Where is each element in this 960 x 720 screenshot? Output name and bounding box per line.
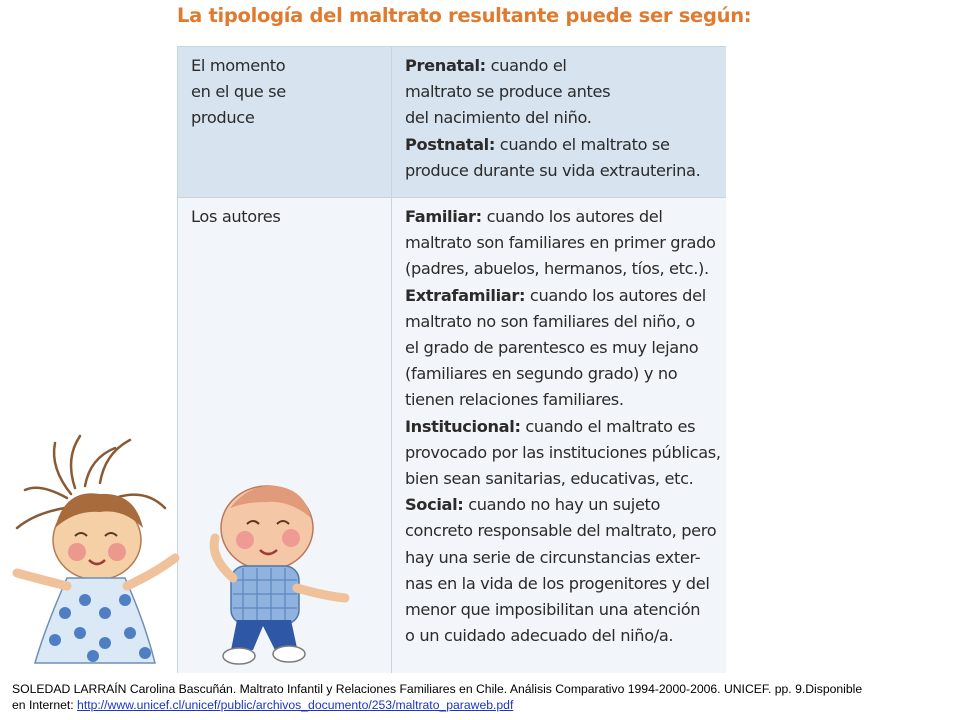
description-line: del nacimiento del niño. bbox=[405, 108, 592, 128]
description-line bbox=[405, 204, 716, 230]
description-line: (familiares en segundo grado) y no bbox=[405, 364, 678, 384]
description-line: maltrato se produce antes bbox=[405, 82, 611, 102]
description-line: o un cuidado adecuado del niño/a. bbox=[405, 626, 674, 646]
description-line: maltrato no son familiares del niño, o bbox=[405, 311, 695, 331]
table-row bbox=[178, 47, 727, 198]
description-line bbox=[405, 492, 716, 518]
citation-text: SOLEDAD LARRAÍN Carolina Bascuñán. Maltrato Infantil y Relaciones Familiares en Chile. Análisis Comparativo 1994-2000-2006. UNICEF. pp. 9.Disponible bbox=[12, 682, 863, 696]
description-line: menor que imposibilitan una atención bbox=[405, 600, 701, 620]
category-term: Extrafamiliar: bbox=[405, 285, 526, 305]
citation-source-line bbox=[12, 697, 948, 713]
description-line: bien sean sanitarias, educativas, etc. bbox=[405, 469, 694, 489]
category-term: Institucional: bbox=[405, 416, 521, 436]
description-line: (padres, abuelos, hermanos, tíos, etc.). bbox=[405, 259, 709, 279]
page-title: La tipología del maltrato resultante puede ser según: bbox=[177, 4, 752, 27]
description-line bbox=[405, 53, 716, 79]
category-definition: cuando los autores del bbox=[525, 285, 706, 305]
citation-prefix: en Internet: bbox=[12, 698, 78, 712]
criterion-line: El momento bbox=[191, 56, 286, 75]
criterion-line: Los autores bbox=[191, 207, 281, 226]
category-definition: cuando el maltrato se bbox=[495, 134, 670, 154]
category-definition: cuando los autores del bbox=[481, 207, 663, 226]
description-line: provocado por las instituciones públicas, bbox=[405, 442, 721, 462]
description-line bbox=[405, 414, 716, 440]
category-term: Familiar: bbox=[405, 207, 482, 226]
criterion-line: en el que se bbox=[191, 82, 286, 102]
description-line: maltrato son familiares en primer grado bbox=[405, 233, 716, 253]
category-term: Prenatal: bbox=[405, 56, 486, 75]
description-line: produce durante su vida extrauterina. bbox=[405, 160, 701, 180]
citation bbox=[12, 681, 948, 713]
description-line: concreto responsable del maltrato, pero bbox=[405, 521, 717, 541]
category-term: Social: bbox=[405, 495, 464, 515]
criterion-line: produce bbox=[191, 108, 255, 128]
criterion-cell bbox=[178, 47, 392, 198]
description-cell bbox=[392, 47, 727, 198]
description-line bbox=[405, 283, 716, 309]
category-definition: cuando el bbox=[485, 56, 567, 75]
category-definition: cuando el maltrato es bbox=[520, 416, 696, 436]
source-link[interactable]: http://www.unicef.cl/unicef/public/archivos_documento/253/maltrato_paraweb.pdf bbox=[77, 698, 514, 712]
description-line: tienen relaciones familiares. bbox=[405, 390, 624, 410]
category-definition: cuando no hay un sujeto bbox=[463, 495, 661, 515]
description-line: hay una serie de circunstancias exter- bbox=[405, 547, 701, 567]
description-line: el grado de parentesco es muy lejano bbox=[405, 338, 699, 358]
description-line bbox=[405, 132, 716, 158]
description-cell bbox=[392, 198, 727, 674]
cartoon-children-illustration bbox=[5, 428, 355, 668]
description-line: nas en la vida de los progenitores y del bbox=[405, 573, 710, 593]
boy-figure-icon bbox=[214, 486, 345, 664]
category-term: Postnatal: bbox=[405, 134, 495, 154]
girl-figure-icon bbox=[17, 436, 175, 663]
